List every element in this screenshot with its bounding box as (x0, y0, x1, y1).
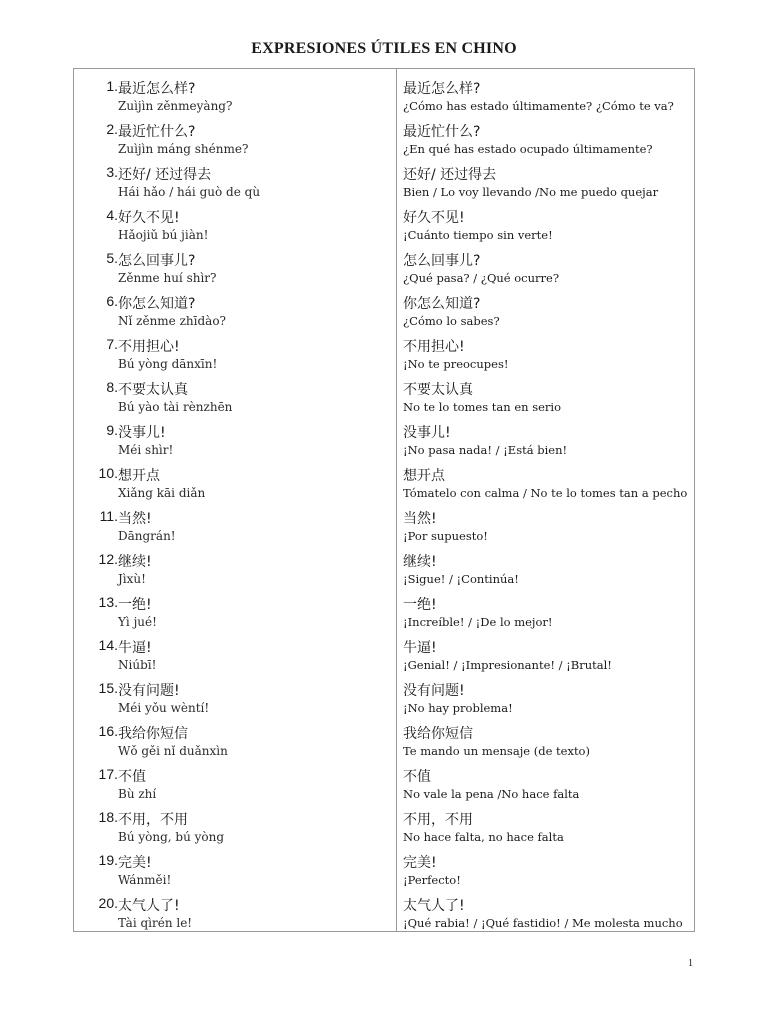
pinyin-text: Wánměi! (118, 873, 172, 887)
translation-entry (397, 545, 694, 588)
page-number: 1 (688, 958, 693, 969)
pinyin-text: Niúbī! (118, 658, 157, 672)
phrase-entry (74, 416, 396, 459)
chinese-phrase: 最近怎么样? (403, 81, 481, 97)
entry-number: 2. (106, 121, 118, 137)
spanish-translation: No vale la pena /No hace falta (403, 787, 580, 801)
phrase-table (73, 68, 695, 932)
phrase-entry (74, 717, 396, 760)
entry-number: 7. (106, 336, 118, 352)
entry-number: 3. (106, 164, 118, 180)
entry-number: 16. (98, 723, 118, 739)
entry-number: 11. (99, 508, 118, 524)
chinese-phrase: 不要太认真 (118, 382, 188, 398)
translation-entry (397, 115, 694, 158)
entry-number: 12. (98, 551, 118, 567)
chinese-phrase: 我给你短信 (403, 726, 473, 742)
spanish-translation: ¡Qué rabia! / ¡Qué fastidio! / Me molesta mucho (403, 916, 683, 930)
chinese-phrase: 想开点 (118, 468, 160, 484)
translation-entry (397, 502, 694, 545)
phrase-entry (74, 201, 396, 244)
phrase-entry (74, 674, 396, 717)
entry-number: 9. (106, 422, 118, 438)
spanish-translation: ¡Perfecto! (403, 873, 461, 887)
phrase-entry (74, 846, 396, 889)
entry-number: 10. (98, 465, 118, 481)
chinese-phrase: 不用，不用 (118, 812, 188, 828)
chinese-phrase: 最近忙什么? (118, 124, 196, 140)
translation-entry (397, 459, 694, 502)
translation-entry (397, 717, 694, 760)
pinyin-text: Dāngrán! (118, 529, 176, 543)
chinese-phrase: 当然! (403, 511, 437, 527)
chinese-phrase: 太气人了! (118, 898, 180, 914)
spanish-translation: ¿Cómo lo sabes? (403, 314, 500, 328)
phrase-entry (74, 244, 396, 287)
phrase-entry (74, 631, 396, 674)
pinyin-text: Tài qìrén le! (118, 916, 193, 930)
chinese-phrase: 继续! (118, 554, 152, 570)
phrase-entry (74, 115, 396, 158)
pinyin-text: Hǎojiǔ bú jiàn! (118, 228, 209, 242)
chinese-phrase: 一绝! (403, 597, 437, 613)
chinese-phrase: 继续! (403, 554, 437, 570)
chinese-phrase: 没有问题! (118, 683, 180, 699)
spanish-translation: ¡No hay problema! (403, 701, 513, 715)
spanish-translation: No hace falta, no hace falta (403, 830, 564, 844)
chinese-phrase: 你怎么知道? (118, 296, 196, 312)
pinyin-text: Yì jué! (118, 615, 157, 629)
spanish-translation: ¡No te preocupes! (403, 357, 509, 371)
chinese-phrase: 牛逼! (403, 640, 437, 656)
spanish-translation-column (397, 69, 694, 931)
entry-number: 14. (98, 637, 118, 653)
phrase-entry (74, 72, 396, 115)
pinyin-text: Méi yǒu wèntí! (118, 701, 210, 715)
chinese-phrase: 没事儿! (118, 425, 166, 441)
translation-entry (397, 416, 694, 459)
entry-number: 18. (98, 809, 118, 825)
chinese-phrase: 怎么回事儿? (118, 253, 196, 269)
translation-entry (397, 373, 694, 416)
phrase-entry (74, 373, 396, 416)
spanish-translation: ¡Increíble! / ¡De lo mejor! (403, 615, 553, 629)
pinyin-text: Méi shìr! (118, 443, 174, 457)
phrase-entry (74, 287, 396, 330)
chinese-phrase: 你怎么知道? (403, 296, 481, 312)
chinese-phrase: 不用，不用 (403, 812, 473, 828)
phrase-entry (74, 158, 396, 201)
chinese-phrase: 想开点 (403, 468, 445, 484)
translation-entry (397, 760, 694, 803)
entry-number: 5. (106, 250, 118, 266)
chinese-phrase: 完美! (118, 855, 152, 871)
spanish-translation: No te lo tomes tan en serio (403, 400, 562, 414)
translation-entry (397, 674, 694, 717)
pinyin-text: Xiǎng kāi diǎn (118, 486, 206, 500)
translation-entry (397, 244, 694, 287)
chinese-phrase: 怎么回事儿? (403, 253, 481, 269)
chinese-phrase: 没有问题! (403, 683, 465, 699)
entry-number: 15. (98, 680, 118, 696)
chinese-phrase: 不用担心! (118, 339, 180, 355)
entry-number: 4. (106, 207, 118, 223)
translation-entry (397, 631, 694, 674)
spanish-translation: Te mando un mensaje (de texto) (403, 744, 590, 758)
entry-number: 19. (98, 852, 118, 868)
spanish-translation: ¡Por supuesto! (403, 529, 488, 543)
chinese-phrase: 牛逼! (118, 640, 152, 656)
phrase-entry (74, 588, 396, 631)
spanish-translation: ¡No pasa nada! / ¡Está bien! (403, 443, 568, 457)
entry-number: 20. (98, 895, 118, 911)
entry-number: 17. (98, 766, 118, 782)
chinese-phrase: 不要太认真 (403, 382, 473, 398)
pinyin-text: Wǒ gěi nǐ duǎnxìn (118, 744, 228, 758)
chinese-phrase: 一绝! (118, 597, 152, 613)
spanish-translation: ¡Genial! / ¡Impresionante! / ¡Brutal! (403, 658, 612, 672)
pinyin-text: Zuìjìn zěnmeyàng? (118, 99, 233, 113)
translation-entry (397, 201, 694, 244)
chinese-phrase: 我给你短信 (118, 726, 188, 742)
spanish-translation: ¡Cuánto tiempo sin verte! (403, 228, 553, 242)
pinyin-text: Hái hǎo / hái guò de qù (118, 185, 261, 199)
entry-number: 8. (106, 379, 118, 395)
entry-number: 13. (98, 594, 118, 610)
pinyin-text: Zuìjìn máng shénme? (118, 142, 249, 156)
phrase-entry (74, 803, 396, 846)
chinese-pinyin-column (74, 69, 397, 931)
spanish-translation: ¿En qué has estado ocupado últimamente? (403, 142, 653, 156)
chinese-phrase: 不用担心! (403, 339, 465, 355)
chinese-phrase: 最近怎么样? (118, 81, 196, 97)
spanish-translation: ¿Qué pasa? / ¿Qué ocurre? (403, 271, 559, 285)
phrase-entry (74, 459, 396, 502)
phrase-entry (74, 545, 396, 588)
phrase-entry (74, 760, 396, 803)
phrase-entry (74, 502, 396, 545)
pinyin-text: Nǐ zěnme zhīdào? (118, 314, 226, 328)
translation-entry (397, 889, 694, 932)
spanish-translation: ¡Sigue! / ¡Continúa! (403, 572, 519, 586)
pinyin-text: Bú yòng dānxīn! (118, 357, 218, 371)
page-title: EXPRESIONES ÚTILES EN CHINO (251, 40, 517, 57)
phrase-entry (74, 330, 396, 373)
chinese-phrase: 太气人了! (403, 898, 465, 914)
translation-entry (397, 158, 694, 201)
chinese-phrase: 还好/ 还过得去 (403, 167, 497, 183)
spanish-translation: Bien / Lo voy llevando /No me puedo quejar (403, 185, 659, 199)
phrase-entry (74, 889, 396, 932)
chinese-phrase: 当然! (118, 511, 152, 527)
translation-entry (397, 72, 694, 115)
entry-number: 1. (106, 78, 118, 94)
chinese-phrase: 没事儿! (403, 425, 451, 441)
pinyin-text: Jìxù! (118, 572, 146, 586)
spanish-translation: ¿Cómo has estado últimamente? ¿Cómo te va? (403, 99, 674, 113)
chinese-phrase: 最近忙什么? (403, 124, 481, 140)
translation-entry (397, 846, 694, 889)
spanish-translation: Tómatelo con calma / No te lo tomes tan a pecho (403, 486, 688, 500)
chinese-phrase: 还好/ 还过得去 (118, 167, 212, 183)
chinese-phrase: 完美! (403, 855, 437, 871)
translation-entry (397, 588, 694, 631)
pinyin-text: Bú yào tài rènzhēn (118, 400, 233, 414)
chinese-phrase: 不值 (118, 769, 146, 785)
chinese-phrase: 好久不见! (118, 210, 180, 226)
pinyin-text: Bù zhí (118, 787, 157, 801)
translation-entry (397, 287, 694, 330)
pinyin-text: Bú yòng, bú yòng (118, 830, 225, 844)
translation-entry (397, 330, 694, 373)
chinese-phrase: 好久不见! (403, 210, 465, 226)
pinyin-text: Zěnme huí shìr? (118, 271, 217, 285)
chinese-phrase: 不值 (403, 769, 431, 785)
translation-entry (397, 803, 694, 846)
entry-number: 6. (106, 293, 118, 309)
